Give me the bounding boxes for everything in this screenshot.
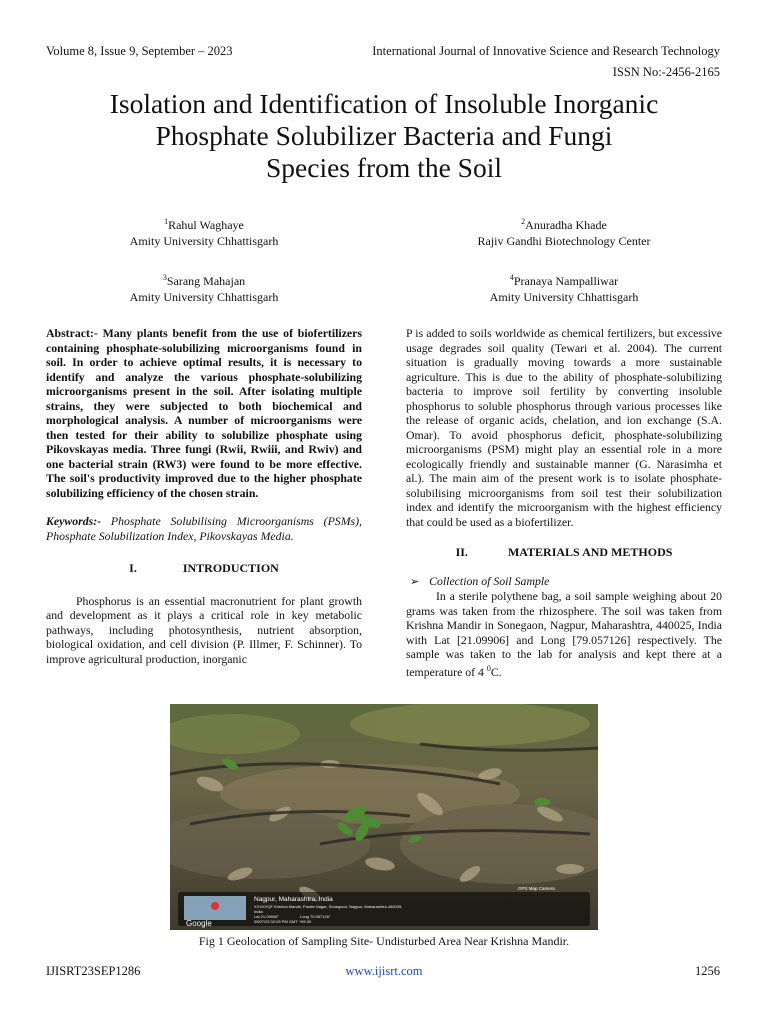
left-column bbox=[46, 326, 362, 666]
author-name: Anuradha Khade bbox=[525, 218, 607, 232]
header-issn: ISSN No:-2456-2165 bbox=[612, 65, 720, 79]
author-sup: 4 bbox=[509, 273, 514, 282]
abstract-label: Abstract:- bbox=[46, 326, 98, 340]
abstract bbox=[46, 326, 362, 500]
subsection-title: Collection of Soil Sample bbox=[429, 573, 550, 588]
author-sup: 3 bbox=[162, 273, 167, 282]
overlay-place: Nagpur, Maharashtra, India bbox=[254, 896, 333, 903]
overlay-address: XXXXVQF Krishna Mandir, Parate Nagar, Sonegaon, Nagpur, Maharashtra 440025, bbox=[254, 904, 403, 909]
author-affiliation: Amity University Chhattisgarh bbox=[129, 234, 279, 248]
intro-paragraph: Phosphorus is an essential macronutrient for plant growth and development as it plays a critical role in key metabolic pathways, including photosynthesis, nutrient absorption, biological oxidation, and cell division (P. Illmer, F. Schinner). To improve agricultural production, inorganic bbox=[46, 593, 362, 666]
gps-camera-badge: GPS Map Camera bbox=[518, 886, 555, 891]
author-block bbox=[406, 214, 722, 249]
paper-title bbox=[40, 88, 728, 184]
google-label: Google bbox=[186, 919, 212, 928]
title-line: Phosphate Solubilizer Bacteria and Fungi bbox=[155, 120, 613, 151]
figure-caption: Fig 1 Geolocation of Sampling Site- Undisturbed Area Near Krishna Mandir. bbox=[198, 934, 570, 948]
author-name: Pranaya Nampalliwar bbox=[513, 274, 619, 288]
author-affiliation: Rajiv Gandhi Biotechnology Center bbox=[477, 234, 651, 248]
overlay-country: India bbox=[254, 909, 263, 914]
keywords bbox=[46, 514, 362, 543]
author-name: Sarang Mahajan bbox=[166, 274, 246, 288]
footer-id: IJISRT23SEP1286 bbox=[46, 964, 141, 978]
author-sup: 1 bbox=[164, 217, 169, 226]
section-title: MATERIALS AND METHODS bbox=[507, 545, 673, 559]
section-heading-methods bbox=[406, 545, 722, 560]
section-number: I. bbox=[129, 561, 137, 575]
author-affiliation: Amity University Chhattisgarh bbox=[489, 290, 639, 304]
title-line: Isolation and Identification of Insoluble Inorganic bbox=[109, 88, 659, 119]
overlay-lat: Lat 21.09906° bbox=[254, 914, 279, 919]
soil-photo-image bbox=[170, 704, 598, 930]
subsection-heading bbox=[406, 574, 722, 590]
author-block bbox=[406, 270, 722, 305]
header-journal: International Journal of Innovative Science and Research Technology bbox=[372, 44, 720, 58]
temp-unit: C. bbox=[490, 664, 502, 679]
right-column bbox=[406, 326, 722, 679]
footer-page-number: 1256 bbox=[695, 964, 720, 978]
footer-website-link[interactable]: www.ijisrt.com bbox=[345, 964, 423, 978]
degree-sup: 0 bbox=[486, 663, 491, 673]
author-sup: 2 bbox=[521, 217, 526, 226]
overlay-long: Long 79.057126° bbox=[300, 914, 331, 919]
section-heading-intro bbox=[46, 561, 362, 576]
keywords-text: Phosphate Solubilising Microorganisms (PSMs), Phosphate Solubilization Index, Pikovskayas Media. bbox=[46, 514, 363, 543]
overlay-time: 05/07/23 02:09 PM GMT +05:30 bbox=[254, 919, 312, 924]
title-line: Species from the Soil bbox=[265, 152, 502, 183]
author-name: Rahul Waghaye bbox=[168, 218, 244, 232]
author-block bbox=[46, 270, 362, 305]
abstract-text: Many plants benefit from the use of biofertilizers containing phosphate-solubilizing microorganisms found in soil. In order to achieve optimal results, it is necessary to identify and analyze the various phosphate-solubilizing microorganisms present in the soil. After isolating multiple strains, they were subjected to both biochemical and morphological analysis. A number of microorganisms were then tested for their ability to solubilize phosphate using Pikovskayas media. Three fungi (Rwii, Rwiii, and Rwiv) and one bacterial strain (RW3) were found to be more effective. The soil's productivity improved due to the higher phosphate solubilizing efficiency of the chosen strain. bbox=[46, 326, 362, 500]
figure-photo bbox=[170, 704, 598, 930]
section-title: INTRODUCTION bbox=[182, 561, 279, 575]
author-affiliation: Amity University Chhattisgarh bbox=[129, 290, 279, 304]
intro-continued: P is added to soils worldwide as chemical fertilizers, but excessive usage degrades soil quality (Tewari et al. 2004). The current situation is gradually moving towards a more sustainable agriculture. This is due to the ability of phosphate-solubilizing bacteria to improve soil fertility by converting insoluble phosphorus to soluble phosphorus through various processes like the release of organic acids, chelation, and ion exchange (S.A. Omar). To avoid phosphorus deficit, phosphate-solubilizing microorganisms (PSM) might play an essential role in a more ecologically friendly and sustainable manner (G. Narasimha et al.). The main aim of the present work is to isolate phosphate-solubilising microorganisms from soil test their solubilization index and identify the microorganism with the highest efficiency that could be used as a biofertilizer. bbox=[406, 326, 722, 529]
collection-text: In a sterile polythene bag, a soil sample weighing about 20 grams was taken from the rhizosphere. The soil was taken from Krishna Mandir in Sonegaon, Nagpur, Maharashtra, 440025, India with Lat [21.09906] and Long [79.057126] respectively. The sample was taken to the lab for analysis and kept there at a temperature of 4 bbox=[406, 589, 722, 679]
keywords-label: Keywords:- bbox=[46, 514, 102, 528]
collection-paragraph bbox=[406, 589, 722, 679]
author-block bbox=[46, 214, 362, 249]
arrow-bullet-icon: ➢ bbox=[410, 574, 420, 588]
section-number: II. bbox=[455, 545, 468, 559]
header-volume: Volume 8, Issue 9, September – 2023 bbox=[46, 44, 233, 58]
